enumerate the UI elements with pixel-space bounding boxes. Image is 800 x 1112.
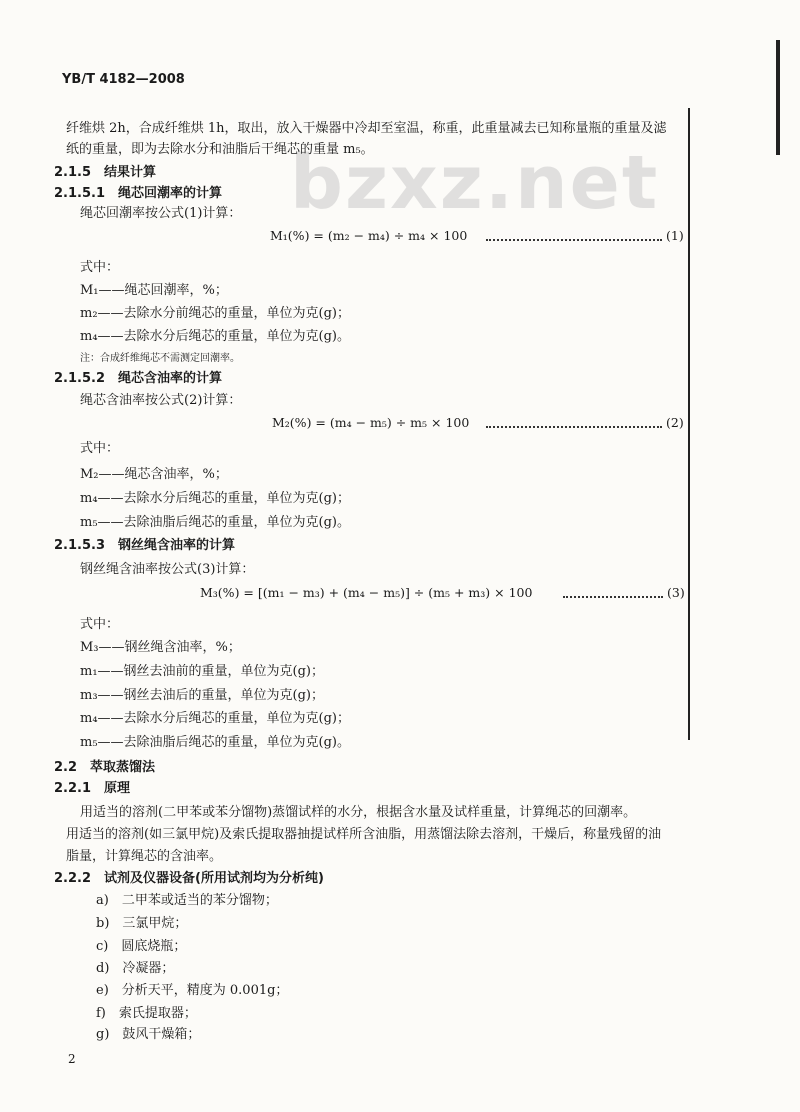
edge-mark [776, 40, 780, 155]
leader-dots [486, 237, 662, 241]
body-line: M₃——钢丝绳含油率，%； [80, 640, 241, 655]
equation-number: (1) [666, 228, 684, 243]
section-heading: 2.2.2 试剂及仪器设备(所用试剂均为分析纯) [54, 871, 324, 886]
body-line: m₃——钢丝去油后的重量，单位为克(g)； [80, 688, 325, 703]
body-line: m₄——去除水分后绳芯的重量，单位为克(g)； [80, 491, 351, 506]
leader-dots [563, 594, 663, 598]
formula: M₂(%) = (m₄ − m₅) ÷ m₅ × 100 [272, 415, 470, 430]
body-line: 纤维烘 2h，合成纤维烘 1h，取出，放入干燥器中冷却至室温，称重，此重量减去已知称量瓶的重量及滤 [66, 121, 667, 136]
standard-header: YB/T 4182—2008 [62, 72, 185, 87]
body-line: m₅——去除油脂后绳芯的重量，单位为克(g)。 [80, 515, 351, 530]
equation-number: (2) [666, 415, 684, 430]
body-line: M₂——绳芯含油率，%； [80, 467, 228, 482]
leader-dots [486, 424, 662, 428]
body-line: f) 索氏提取器； [96, 1006, 197, 1021]
body-line: 式中： [80, 260, 120, 275]
body-line: 绳芯回潮率按公式(1)计算： [80, 206, 242, 221]
body-line: g) 鼓风干燥箱； [96, 1027, 201, 1042]
body-line: a) 二甲苯或适当的苯分馏物； [96, 893, 278, 908]
body-line: b) 三氯甲烷； [96, 916, 188, 931]
formula-row [0, 228, 800, 246]
section-heading: 2.1.5.2 绳芯含油率的计算 [54, 371, 222, 386]
equation-number: (3) [667, 585, 685, 600]
body-line: 用适当的溶剂(如三氯甲烷)及索氏提取器抽提试样所含油脂，用蒸馏法除去溶剂，干燥后，称量残留的油 [66, 827, 662, 842]
body-line: m₂——去除水分前绳芯的重量，单位为克(g)； [80, 306, 351, 321]
body-line: 脂量，计算绳芯的含油率。 [66, 849, 223, 864]
section-heading: 2.2.1 原理 [54, 781, 131, 796]
body-line: d) 冷凝器； [96, 961, 175, 976]
formula-row [0, 585, 800, 603]
body-line: 式中： [80, 441, 120, 456]
body-line: 式中： [80, 617, 120, 632]
section-heading: 2.2 萃取蒸馏法 [54, 760, 156, 775]
body-line: 纸的重量，即为去除水分和油脂后干绳芯的重量 m₅。 [66, 142, 374, 157]
formula-row [0, 415, 800, 433]
formula: M₁(%) = (m₂ − m₄) ÷ m₄ × 100 [270, 228, 468, 243]
page-number: 2 [68, 1052, 76, 1066]
body-line: 用适当的溶剂(二甲苯或苯分馏物)蒸馏试样的水分，根据含水量及试样重量，计算绳芯的回潮率。 [80, 805, 637, 820]
section-heading: 2.1.5 结果计算 [54, 165, 157, 180]
body-line: 绳芯含油率按公式(2)计算： [80, 393, 242, 408]
body-line: M₁——绳芯回潮率，%； [80, 283, 228, 298]
body-line: 钢丝绳含油率按公式(3)计算： [80, 562, 255, 577]
body-line: c) 圆底烧瓶； [96, 939, 187, 954]
watermark: bzxz.net [290, 140, 660, 226]
body-line: m₄——去除水分后绳芯的重量，单位为克(g)。 [80, 329, 351, 344]
body-line: m₁——钢丝去油前的重量，单位为克(g)； [80, 664, 325, 679]
body-line: m₅——去除油脂后绳芯的重量，单位为克(g)。 [80, 735, 351, 750]
section-heading: 2.1.5.1 绳芯回潮率的计算 [54, 186, 222, 201]
body-line: m₄——去除水分后绳芯的重量，单位为克(g)； [80, 711, 351, 726]
formula: M₃(%) = [(m₁ − m₃) + (m₄ − m₅)] ÷ (m₅ + m₃) × 100 [200, 585, 533, 600]
section-heading: 2.1.5.3 钢丝绳含油率的计算 [54, 538, 235, 553]
body-line: e) 分析天平，精度为 0.001g； [96, 983, 289, 998]
note-text: 注：合成纤维绳芯不需测定回潮率。 [80, 353, 240, 364]
